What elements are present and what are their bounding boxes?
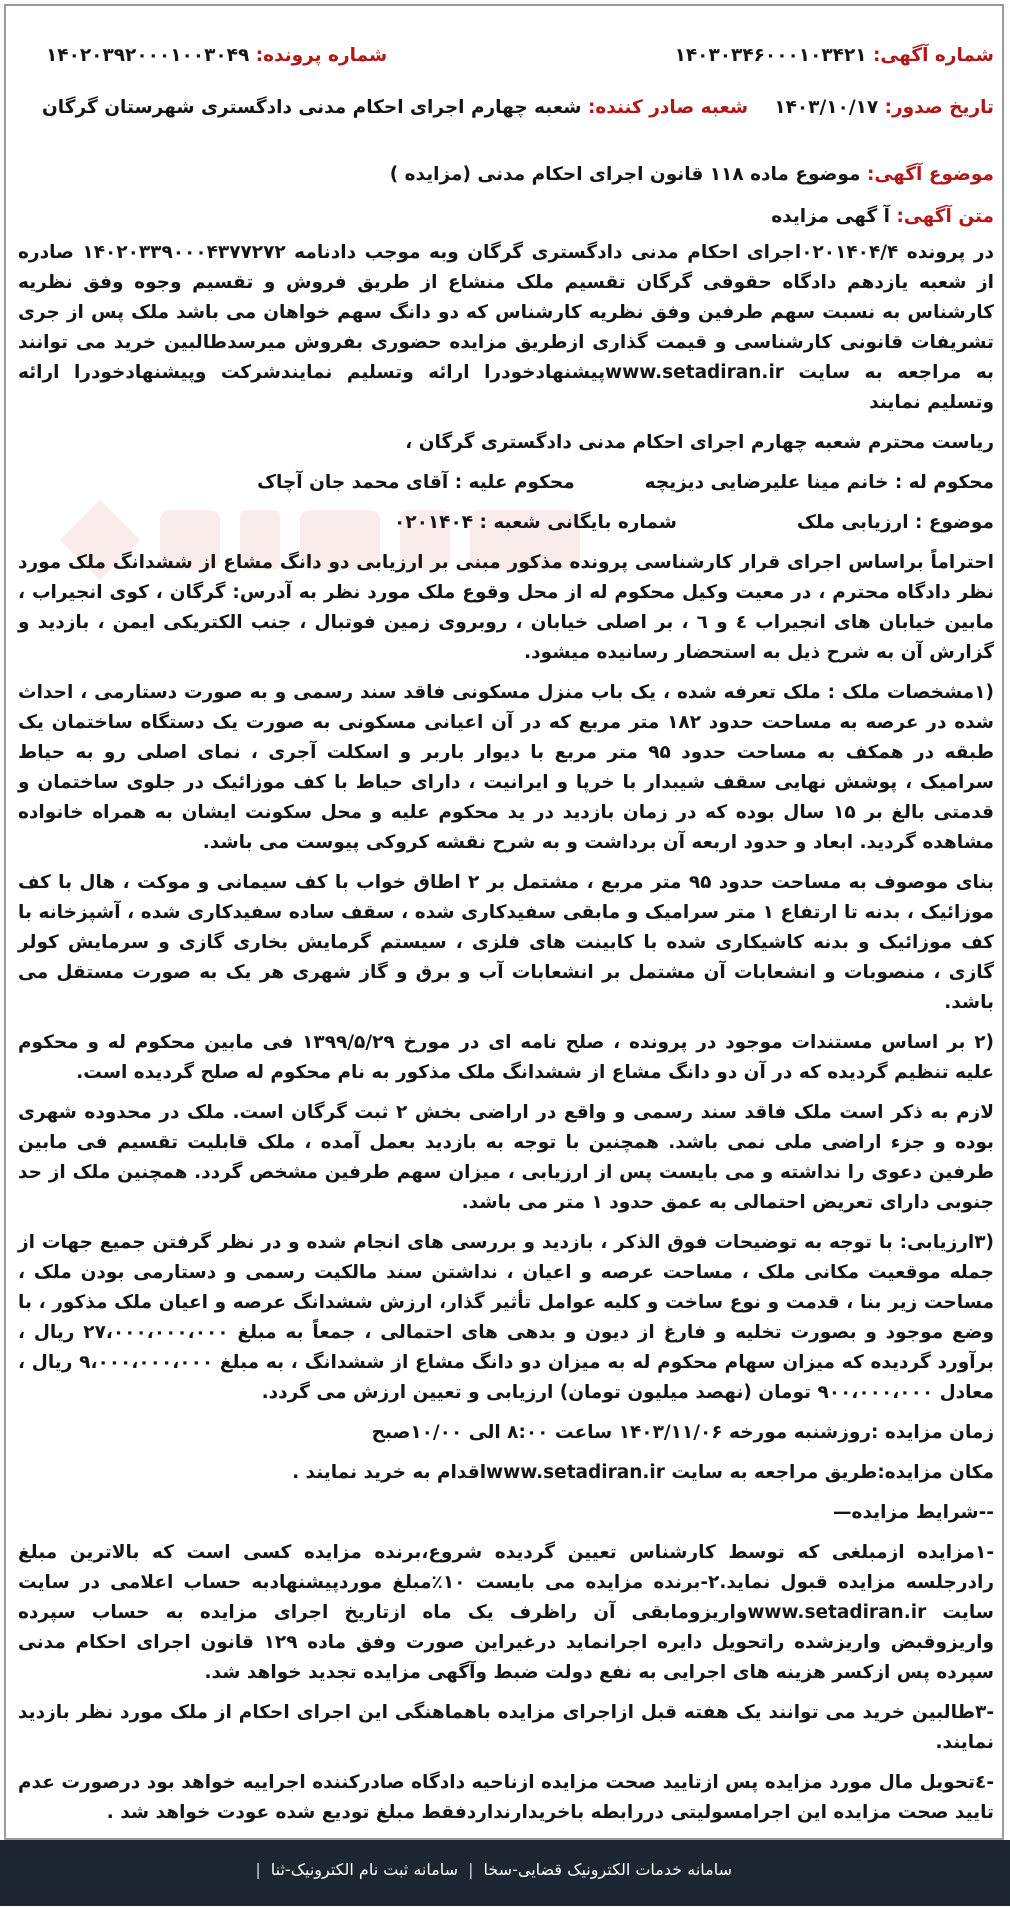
issue-date: [774, 93, 994, 123]
header-row-2: [18, 82, 994, 134]
issue-date-value: ۱۴۰۳/۱۰/۱۷: [774, 97, 879, 118]
paragraph-6: (۳ارزیابی: با توجه به توضیحات فوق الذکر ، بازدید و بررسی های انجام شده و در نظر گرفتن جمیع جهات از جمله موقعیت مکانی ملک ، مساحت عرصه و اعیان ، نداشتن سند مالکیت رسمی و دستارمی بودن ملک ، مساحت زیر بنا ، قدمت و نوع ساخت و کلیه عوامل تأثیر گذار، ارزش ششدانگ عرصه و اعیان ملک مذکور ، با وضع موجود و بصورت تخلیه و فارغ از دیون و بدهی های احتمالی ، جمعاً به مبلغ ۲۷،۰۰۰،۰۰۰،۰۰۰ ریال ، برآورد گردیده که میزان سهام محکوم له به میزان دو دانگ مشاع از ششدانگ ، به مبلغ ۹،۰۰۰،۰۰۰،۰۰۰ ریال ، معادل ۹۰۰،۰۰۰،۰۰۰ تومان (نهصد میلیون تومان) ارزیابی و تعیین ارزش می گردد.: [18, 1232, 994, 1403]
issuing-branch-label: شعبه صادر کننده:: [587, 97, 749, 118]
footer-links: [255, 1860, 732, 1879]
header-row-1: [18, 30, 994, 82]
site-footer: [0, 1840, 1010, 1906]
topic-line: [18, 508, 994, 538]
issue-date-label: تاریخ صدور:: [884, 97, 994, 118]
intro-paragraph: در پرونده ۰۲۰۱۴۰۴/۴اجرای احکام مدنی دادگستری گرگان وبه موجب دادنامه ۱۴۰۲۰۳۳۹۰۰۰۴۳۷۷۲۷۲ صادره از شعبه یازدهم دادگاه حقوقی گرگان تقسیم ملک منشاع از طریق فروش و تقسیم وجوه وفق نظریه کارشناس به نسبت سهم طرفین وفق نظریه کارشناس که دو دانگ سهم خواهان می باشد ملک پس از جری تشریفات قانونی کارشناسی و قیمت گذاری ازطریق مزایده حضوری بفروش میرسدطالبین خرید می توانند به مراجعه به سایت www.setadiran.irپیشنهادخودرا ارائه وتسلیم نمایندشرکت وپیشنهادخودرا ارائه وتسلیم نمایند: [18, 242, 995, 413]
notice-subject: [18, 160, 994, 190]
parties-line: [18, 468, 994, 498]
notice-subject-text: موضوع ماده ۱۱۸ قانون اجرای احکام مدنی (مزایده ): [389, 164, 861, 185]
condition-3: -۳طالبین خرید می توانند یک هفته قبل ازاجرای مزایده باهماهنگی این اجرای احکام از ملک مورد نظر بازدید نمایند.: [18, 1702, 994, 1753]
case-number-value: ۱۴۰۲۰۳۹۲۰۰۰۱۰۰۳۰۴۹: [46, 45, 250, 66]
issuing-branch-value: شعبه چهارم اجرای احکام مدنی دادگستری شهرستان گرگان: [42, 97, 582, 118]
notice-body-heading: [18, 202, 994, 232]
topic-text: موضوع : ارزیابی ملک: [796, 512, 994, 533]
notice-number-label: شماره آگهی:: [873, 45, 994, 66]
auction-place: مکان مزایده:طریق مراجعه به سایت www.setadiran.irاقدام به خرید نمایند .: [292, 1462, 994, 1483]
notice-content: [18, 30, 994, 1908]
notice-body-title: آ گهی مزایده: [771, 206, 891, 227]
conditions-title: --شرایط مزایده—: [833, 1502, 994, 1523]
notice-number: [675, 41, 994, 71]
footer-link-sakha[interactable]: سامانه خدمات الکترونیک قضایی-سخا: [483, 1860, 732, 1879]
addressee-line: ریاست محترم شعبه چهارم اجرای احکام مدنی دادگستری گرگان ،: [405, 432, 994, 453]
footer-separator: |: [468, 1860, 474, 1879]
case-number: [46, 41, 387, 71]
paragraph-4: (۲ بر اساس مستندات موجود در پرونده ، صلح نامه ای در مورخ ۱۳۹۹/۵/۲۹ فی مابین محکوم له و محکوم علیه تنظیم گردیده که در آن دو دانگ مشاع از ششدانگ ملک مذکور به نام محکوم له صلح گردیده است.: [18, 1032, 995, 1083]
notice-subject-label: موضوع آگهی:: [866, 164, 994, 185]
condition-1-2: -۱مزایده ازمبلغی که توسط کارشناس تعیین گردیده شروع،برنده مزایده کسی است که بالاترین مبلغ رادرجلسه مزایده قبول نماید.۲-برنده مزایده می بایست ۱۰٪مبلغ موردپیشنهادبه حساب اعلامی در سایت سایت www.setadiran.irواریزومابقی آن راظرف یک ماه ازتاریخ اجرای مزایده به حساب سپرده واریزوقبض واریزشده راتحویل دایره اجرانماید درغیراین صورت وفق ماده ۱۲۹ قانون اجرای احکام مدنی سپرده پس ازکسر هزینه های اجرایی به نفع دولت ضبط وآگهی مزایده تجدید خواهد شد.: [18, 1542, 994, 1683]
footer-link-sana[interactable]: سامانه ثبت نام الکترونیک-ثنا: [270, 1860, 459, 1879]
case-number-label: شماره پرونده:: [255, 45, 388, 66]
issuing-branch: [42, 93, 748, 123]
condition-4: -٤تحویل مال مورد مزایده پس ازتایید صحت مزایده ازناحیه دادگاه صادرکننده اجراییه خواهد بود درصورت عدم تایید صحت مزایده این اجرامسولیتی دررابطه باخریدارنداردفقط مبلغ تودیع شده عودت خواهد شد .: [18, 1772, 994, 1823]
paragraph-2: (۱مشخصات ملک : ملک تعرفه شده ، یک باب منزل مسکونی فاقد سند رسمی و به صورت دستارمی ، احداث شده در عرصه به مساحت حدود ۱۸۲ متر مربع که در آن اعیانی مسکونی به صورت یک دستگاه ساختمان یک طبقه در همکف به مساحت حدود ۹۵ متر مربع با دیوار باربر و اسکلت آجری ، نمای اصلی رو به حیاط سرامیک ، پوشش نهایی سقف شیبدار با خرپا و ایرانیت ، دارای حیاط با کف موزائیک در جلوی ساختمان و قدمتی بالغ بر ۱۵ سال بوده که در زمان بازدید در ید محکوم علیه و محل سکونت ایشان به همراه خانواده مشاهده گردید. ابعاد و حدود اربعه آن برداشت و به شرح نقشه کروکی پیوست می باشد.: [18, 682, 995, 853]
paragraph-5: لازم به ذکر است ملک فاقد سند رسمی و واقع در اراضی بخش ۲ ثبت گرگان است. ملک در محدوده شهری بوده و جزء اراضی ملی نمی باشد. همچنین با توجه به بازدید بعمل آمده ، ملک قابلیت تقسیم فی مابین طرفین دعوی را نداشته و می بایست پس از ارزیابی ، میزان سهم طرفین مشخص گردد. همچنین ملک از حد جنوبی دارای تعریض احتمالی به عمق حدود ۱ متر می باشد.: [18, 1102, 994, 1213]
auction-time: زمان مزایده :روزشنبه مورخه ۱۴۰۳/۱۱/۰۶ ساعت ۸:۰۰ الی ۱۰/۰۰صبح: [371, 1422, 994, 1443]
debtor-name: محکوم علیه : آقای محمد جان آچاک: [257, 472, 575, 493]
archive-number: شماره بایگانی شعبه : ۰۲۰۱۴۰۴: [394, 512, 677, 533]
notice-body-label: متن آگهی:: [896, 206, 994, 227]
notice-number-value: ۱۴۰۳۰۳۴۶۰۰۰۱۰۳۴۲۱: [674, 45, 867, 66]
footer-separator-end: |: [255, 1860, 261, 1879]
paragraph-1: احتراماً براساس اجرای قرار کارشناسی پرونده مذکور مبنی بر ارزیابی دو دانگ مشاع از ششدانگ ملک مورد نظر دادگاه محترم ، در معیت وکیل محکوم له از محل وقوع ملک مورد نظر به آدرس: گرگان ، کوی انجیراب ، مابین خیابان های انجیراب ٤ و ٦ ، بر اصلی خیابان ، روبروی زمین فوتبال ، جنب الکتریکی ایمن ، بازدید و گزارش آن به شرح ذیل به استحضار رسانیده میشود.: [18, 552, 994, 663]
creditor-name: محکوم له : خانم مینا علیرضایی دیزیچه: [644, 472, 994, 493]
paragraph-3: بنای موصوف به مساحت حدود ۹۵ متر مربع ، مشتمل بر ۲ اطاق خواب با کف سیمانی و موکت ، هال با کف موزائیک ، بدنه تا ارتفاع ۱ متر سرامیک و مابقی سفیدکاری شده ، سقف ساده سفیدکاری شده ، آشپزخانه با کف موزائیک و بدنه کاشیکاری شده با کابینت های فلزی ، سیستم گرمایش بخاری گازی و سرمایش کولر گازی ، منصوبات و انشعابات آن مشتمل بر انشعابات آب و برق و گاز شهری هر یک به صورت مستقل می باشد.: [18, 872, 994, 1013]
